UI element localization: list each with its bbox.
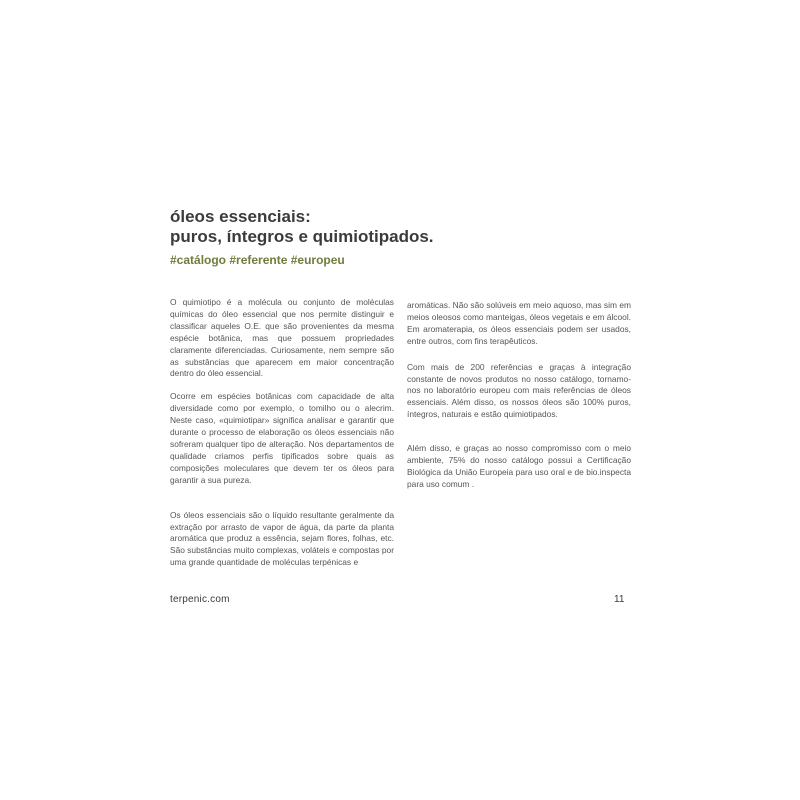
paragraph-oleos-liquido: Os óleos essenciais são o líquido resultante geralmente da extração por arrasto de vapor de água, da parte da planta aromática que produz a essência, sejam flores, folhas, etc. São substâncias muito complexas, voláteis e compostas por uma grande quantidade de moléculas terpénicas e — [170, 509, 394, 568]
left-column — [170, 297, 394, 569]
paragraph-especies: Ocorre em espécies botânicas com capacidade de alta diversidade como por exemplo, o tomilho ou o alecrim. Neste caso, «quimiotipar» significa analisar e garantir que durante o processo de elaboração os óleos essenciais não sofreram qualquer tipo de alteração. Nos departamentos de qualidade criamos perfis tipificados sobre quais as composições moleculares que devem ter os óleos para garantir a sua pureza. — [170, 391, 394, 485]
title-line-1: óleos essenciais: — [170, 207, 311, 226]
footer-website: terpenic.com — [170, 594, 230, 605]
page-number: 11 — [614, 594, 625, 605]
title-line-2: puros, íntegros e quimiotipados. — [170, 227, 434, 246]
page-title — [170, 207, 630, 247]
paragraph-referencias: Com mais de 200 referências e graças à integração constante de novos produtos no nosso catálogo, tornamo-nos no laboratório europeu com mais referências de óleos essenciais. Além disso, os nossos óleos são 100% puros, íntegros, naturais e estão quimiotipados. — [407, 361, 631, 420]
paragraph-aromaticas: aromáticas. Não são solúveis em meio aquoso, mas sim em meios oleosos como manteigas, óleos vegetais e em álcool. Em aromaterapia, os óleos essenciais podem ser usados, entre outros, com fins terapêuticos. — [407, 300, 631, 346]
hashtags: #catálogo #referente #europeu — [170, 253, 345, 267]
paragraph-quimiotipo: O quimiotipo é a molécula ou conjunto de moléculas químicas do óleo essencial que nos permite distinguir e classificar aqueles O.E. que são provenientes da mesma espécie botânica, mas que possuem propriedades claramente diferenciadas. Curiosamente, nem sempre são as substâncias que aparecem em maior concentração dentro do óleo essencial. — [170, 297, 394, 379]
paragraph-compromisso: Além disso, e graças ao nosso compromisso com o meio ambiente, 75% do nosso catálogo possui a Certificação Biológica da União Europeia para uso oral e de bio.inspecta para uso comum . — [407, 443, 631, 489]
section-heading — [170, 207, 630, 268]
right-column — [407, 300, 631, 491]
